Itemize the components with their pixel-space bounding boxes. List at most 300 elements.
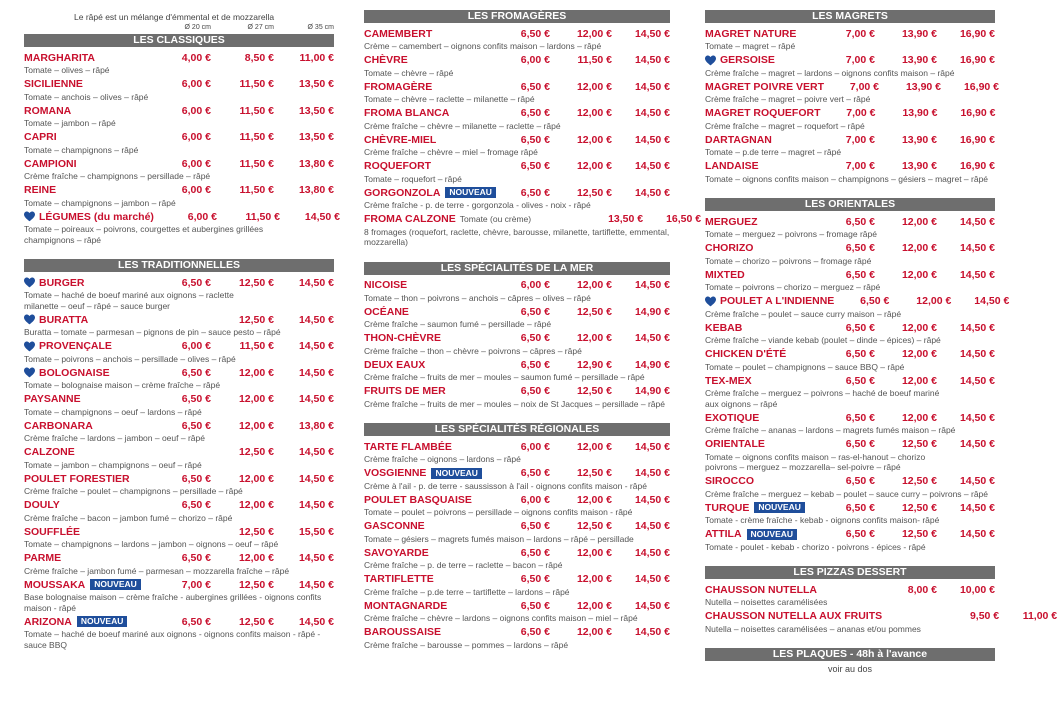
menu-item-row xyxy=(364,625,670,640)
menu-item-name xyxy=(24,52,148,64)
price-large: 14,50 € xyxy=(298,472,334,485)
price-large: 10,00 € xyxy=(959,583,995,596)
price-large: 14,90 € xyxy=(634,305,670,318)
menu-item-row xyxy=(705,241,995,256)
menu-item-ingredients: Tomate – anchois – olives – râpé xyxy=(24,91,149,102)
price-medium: 12,00 € xyxy=(901,411,937,424)
price-large: 13,50 € xyxy=(298,131,334,143)
price-large: 14,90 € xyxy=(634,358,670,371)
menu-item-title: MAGRET ROQUEFORT xyxy=(705,107,821,119)
menu-item xyxy=(24,209,340,245)
menu-item-title: FROMA CALZONE xyxy=(364,213,456,225)
price-large: 14,50 € xyxy=(298,276,334,289)
menu-item-ingredients: Crème fraîche – p.de terre – tartiflette – lardons – râpé xyxy=(364,586,570,597)
menu-item-name xyxy=(364,134,500,146)
menu-item-ingredients: Buratta – tomate – parmesan – pignons de pin – sauce pesto – râpé xyxy=(24,327,281,337)
price-small: 6,50 € xyxy=(520,305,550,318)
price-large: 16,50 € xyxy=(666,213,702,225)
price-large: 13,50 € xyxy=(298,104,334,117)
menu-item-title: ORIENTALE xyxy=(705,438,765,450)
price-medium: 12,00 € xyxy=(238,499,274,511)
menu-item-ingredients: Crème fraîche – ananas – lardons – magrets fumés maison – râpé xyxy=(705,425,956,435)
menu-section xyxy=(705,648,995,674)
menu-item-name xyxy=(24,367,148,379)
menu-item-ingredients: Crème fraîche – merguez – poivrons – haché de boeuf mariné xyxy=(705,388,940,398)
menu-item-row xyxy=(705,410,995,425)
price-small: 6,50 € xyxy=(181,615,211,628)
heart-icon xyxy=(24,341,35,352)
menu-item xyxy=(705,267,995,293)
menu-item xyxy=(705,214,995,240)
menu-item-row xyxy=(364,572,670,587)
menu-item-row xyxy=(705,53,995,68)
menu-item-title: BURGER xyxy=(39,276,85,289)
price-small: 6,50 € xyxy=(845,438,875,450)
menu-item-ingredients: Tomate – champignons – râpé xyxy=(24,144,139,155)
price-medium: 12,50 € xyxy=(238,276,274,289)
heart-icon xyxy=(24,211,35,222)
menu-item-name xyxy=(705,322,820,334)
menu-item-ingredients: Crème fraîche – thon – chèvre – poivrons – câpres – râpé xyxy=(364,345,582,356)
price-small: 6,50 € xyxy=(520,626,550,638)
menu-item-ingredients: Tomate – oignons confits maison – ras-el-hanout – chorizo xyxy=(705,451,926,462)
menu-item xyxy=(364,304,670,330)
menu-item xyxy=(705,347,995,373)
menu-item-row xyxy=(364,106,670,121)
menu-item-name xyxy=(364,600,500,612)
menu-item-name xyxy=(24,579,148,591)
menu-item-title: PARME xyxy=(24,552,62,564)
menu-item-title: THON-CHÈVRE xyxy=(364,332,442,344)
menu-item-ingredients: Tomate – thon – poivrons – anchois – câpres – olives – râpé xyxy=(364,292,591,303)
price-medium: 11,50 € xyxy=(239,157,274,170)
menu-item-row xyxy=(705,214,995,229)
price-small: 6,00 € xyxy=(520,279,550,291)
new-badge: NOUVEAU xyxy=(747,529,798,540)
new-badge: NOUVEAU xyxy=(754,502,805,513)
menu-item-row xyxy=(24,471,334,486)
menu-item-name xyxy=(24,158,148,170)
size-headers xyxy=(24,24,334,34)
menu-item-ingredients: 8 fromages (roquefort, raclette, chèvre, barousse, milanette, tartiflette, emmental, xyxy=(364,226,670,237)
menu-item-ingredients: Tomate – p.de terre – magret – râpé xyxy=(705,147,842,157)
price-medium: 12,50 € xyxy=(576,305,612,318)
section-title: LES CLASSIQUES xyxy=(24,34,334,47)
menu-item xyxy=(364,492,670,518)
price-medium: 12,50 € xyxy=(576,467,612,479)
menu-item-name xyxy=(24,393,148,405)
price-large: 15,50 € xyxy=(298,525,334,538)
price-medium: 12,00 € xyxy=(238,419,274,432)
price-medium: 12,00 € xyxy=(576,27,612,40)
menu-item-ingredients: Crème fraîche – saumon fumé – persillade – râpé xyxy=(364,319,552,329)
heart-icon xyxy=(24,277,35,288)
menu-item-title: DOULY xyxy=(24,499,60,511)
menu-item xyxy=(364,278,670,304)
price-small: 6,00 € xyxy=(187,210,217,223)
menu-item-ingredients: Tomate – poulet – poivrons – persillade – oignons confits maison - râpé xyxy=(364,507,633,517)
menu-item-ingredients: Tomate – chèvre – raclette – milanette – râpé xyxy=(364,94,535,104)
menu-item-ingredients: poivrons – merguez – mozzarella– sel-poivre – râpé xyxy=(705,462,901,472)
menu-item xyxy=(364,598,670,624)
menu-item-ingredients: Tomate – poivrons – anchois – persillade – olives – râpé xyxy=(24,353,236,364)
price-large: 14,50 € xyxy=(959,475,995,487)
menu-item xyxy=(24,50,334,76)
menu-item-row xyxy=(364,79,670,94)
menu-item xyxy=(364,212,702,248)
price-medium: 12,00 € xyxy=(576,107,612,119)
menu-item-name xyxy=(705,348,820,360)
menu-item-ingredients: Tomate – merguez – poivrons – fromage râpé xyxy=(705,229,877,239)
price-small: 6,50 € xyxy=(520,332,550,344)
price-medium: 12,00 € xyxy=(576,493,612,506)
menu-item-row xyxy=(364,212,702,227)
price-small: 6,50 € xyxy=(520,467,550,479)
menu-item-ingredients: Crème fraîche – chèvre – milanette – raclette – râpé xyxy=(364,120,561,131)
menu-item-name xyxy=(364,187,500,199)
menu-item-row xyxy=(24,498,334,513)
menu-item-name xyxy=(24,314,148,326)
menu-item-name xyxy=(24,616,148,628)
heart-icon xyxy=(705,55,716,66)
size-27cm: Ø 27 cm xyxy=(247,24,274,31)
menu-item-ingredients: Nutella – noisettes caramélisées – ananas et/ou pommes xyxy=(705,623,921,634)
price-large: 14,50 € xyxy=(634,186,670,199)
price-large: 14,50 € xyxy=(959,501,995,514)
price-medium: 12,00 € xyxy=(238,366,274,379)
menu-item-ingredients: Crème fraîche - p. de terre - gorgonzola - olives - noix - râpé xyxy=(364,200,591,210)
price-large: 14,50 € xyxy=(959,321,995,334)
menu-item-ingredients: Tomate – champignons – oeuf – lardons – râpé xyxy=(24,406,202,417)
menu-item-row xyxy=(24,365,334,380)
menu-section xyxy=(364,10,702,248)
menu-item xyxy=(364,545,670,571)
menu-item-row xyxy=(364,26,670,41)
price-small: 7,00 € xyxy=(845,54,875,66)
menu-item-row xyxy=(24,339,334,354)
menu-item xyxy=(364,53,670,79)
price-medium: 12,00 € xyxy=(576,279,612,291)
menu-item-name xyxy=(24,131,148,143)
price-small: 6,50 € xyxy=(860,295,890,307)
price-medium: 12,00 € xyxy=(576,546,612,559)
menu-item-ingredients: Crème fraîche – chèvre – miel – fromage râpé xyxy=(364,147,538,157)
price-small: 7,00 € xyxy=(845,133,875,146)
menu-section xyxy=(705,198,1010,552)
menu-item xyxy=(705,53,995,79)
menu-item xyxy=(24,392,334,418)
see-back-note: voir au dos xyxy=(827,664,873,674)
price-small: 6,00 € xyxy=(520,493,550,506)
menu-item-name xyxy=(705,475,820,487)
menu-item-name xyxy=(705,295,834,307)
menu-item-title: ROQUEFORT xyxy=(364,160,432,172)
menu-item-ingredients: Tomate – magret – râpé xyxy=(705,41,796,51)
menu-item-title: PROVENÇALE xyxy=(39,340,112,352)
menu-item-name xyxy=(364,385,500,397)
new-badge: NOUVEAU xyxy=(90,579,141,590)
menu-item-name xyxy=(24,105,148,117)
menu-item-title: CALZONE xyxy=(24,446,75,458)
menu-item-row xyxy=(24,614,334,629)
price-large: 14,50 € xyxy=(298,578,334,591)
section-title: LES MAGRETS xyxy=(705,10,995,23)
price-medium: 12,50 € xyxy=(238,615,274,628)
menu-item xyxy=(24,418,334,444)
menu-item-name xyxy=(364,81,500,93)
price-large: 14,50 € xyxy=(959,411,995,424)
menu-item-row xyxy=(364,439,670,454)
menu-item-name xyxy=(364,54,500,66)
price-small: 6,00 € xyxy=(181,184,211,196)
price-medium: 11,50 € xyxy=(577,54,612,66)
price-small: 7,00 € xyxy=(181,578,211,591)
menu-item-ingredients: Tomate – jambon – champignons – oeuf – râpé xyxy=(24,459,202,470)
menu-item-row xyxy=(364,466,670,481)
section-title: LES SPÉCIALITÉS RÉGIONALES xyxy=(364,423,670,436)
menu-item-ingredients: Crème fraîche – chèvre – lardons – oignons confits maison – miel – râpé xyxy=(364,613,638,623)
menu-item-title: CAMEMBERT xyxy=(364,27,433,40)
menu-item-name xyxy=(705,81,824,93)
price-medium: 12,50 € xyxy=(576,186,612,199)
menu-item-title: CHÈVRE xyxy=(364,54,408,66)
menu-item-name xyxy=(705,412,820,424)
section-title: LES FROMAGÈRES xyxy=(364,10,670,23)
price-small: 6,50 € xyxy=(181,552,211,564)
menu-item-ingredients: Crème fraîche – bacon – jambon fumé – chorizo – râpé xyxy=(24,512,233,523)
price-medium: 12,50 € xyxy=(901,501,937,514)
menu-item-title: LÉGUMES (du marché) xyxy=(39,210,154,223)
menu-item-title: ARIZONA xyxy=(24,615,72,628)
menu-item-ingredients: Crème fraîche – magret – lardons – oignons confits maison – râpé xyxy=(705,67,955,78)
price-medium: 12,00 € xyxy=(901,268,937,281)
menu-item xyxy=(364,132,670,158)
column-1-sections xyxy=(24,34,340,650)
menu-item-title: BOLOGNAISE xyxy=(39,366,110,379)
menu-item-row xyxy=(24,551,334,566)
price-medium: 12,50 € xyxy=(576,385,612,397)
menu-item-row xyxy=(364,304,670,319)
menu-item-title: CARBONARA xyxy=(24,419,93,432)
price-large: 14,50 € xyxy=(634,493,670,506)
menu-item-name xyxy=(24,552,148,564)
price-medium: 11,50 € xyxy=(239,184,274,196)
menu-item-base: Tomate (ou crème) xyxy=(459,214,532,224)
menu-item-row xyxy=(705,267,995,282)
menu-item-title: POULET BASQUAISE xyxy=(364,493,472,506)
menu-item-ingredients: Crème fraîche – p. de terre – raclette – bacon – râpé xyxy=(364,560,563,570)
menu-item-name xyxy=(705,375,820,387)
price-medium: 12,00 € xyxy=(576,133,612,146)
menu-item-row xyxy=(24,392,334,407)
price-large: 14,50 € xyxy=(634,440,670,453)
menu-item-name xyxy=(705,54,820,66)
menu-item-row xyxy=(24,156,334,171)
price-small: 6,50 € xyxy=(520,80,550,93)
menu-item-name xyxy=(364,213,531,225)
menu-item-title: POULET A L'INDIENNE xyxy=(720,295,835,307)
menu-item xyxy=(24,577,334,613)
menu-item xyxy=(705,106,995,132)
menu-item-title: DEUX EAUX xyxy=(364,358,426,371)
menu-item-name xyxy=(705,107,821,119)
price-medium: 12,00 € xyxy=(576,599,612,612)
menu-item-name xyxy=(705,134,820,146)
menu-item-name xyxy=(24,211,154,223)
menu-item-row xyxy=(24,183,334,198)
menu-item-name xyxy=(364,279,500,291)
price-small: 7,00 € xyxy=(846,107,876,119)
menu-item-title: CHORIZO xyxy=(705,242,754,254)
price-large: 14,50 € xyxy=(634,546,670,559)
menu-item xyxy=(24,130,334,156)
menu-item-name xyxy=(705,438,820,450)
price-large: 14,90 € xyxy=(634,385,670,397)
menu-item xyxy=(24,614,334,650)
price-small: 6,50 € xyxy=(181,419,211,432)
menu-item xyxy=(364,331,670,357)
menu-item-row xyxy=(705,609,1057,624)
price-medium: 12,00 € xyxy=(576,440,612,453)
menu-item-ingredients: Tomate – gésiers – magrets fumés maison – lardons – râpé – persillade xyxy=(364,533,634,544)
menu-item-name xyxy=(364,547,500,559)
menu-item-ingredients: Crème fraîche – viande kebab (poulet – dinde – épices) – râpé xyxy=(705,335,941,345)
menu-item-title: MONTAGNARDE xyxy=(364,599,448,612)
price-medium: 11,50 € xyxy=(239,78,274,90)
menu-item-name xyxy=(24,420,148,432)
menu-item-ingredients: Tomate – chorizo – poivrons – fromage râpé xyxy=(705,255,872,266)
menu-item-ingredients: Crème fraîche – merguez – kebab – poulet – sauce curry – poivrons – râpé xyxy=(705,488,989,499)
price-large: 14,50 € xyxy=(959,242,995,254)
menu-item-ingredients: Nutella – noisettes caramélisées xyxy=(705,597,828,607)
menu-item-name xyxy=(364,306,500,318)
menu-item xyxy=(705,241,995,267)
price-large: 13,80 € xyxy=(298,184,334,196)
menu-item-ingredients: Tomate – bolognaise maison – crème fraîche – râpé xyxy=(24,380,221,390)
price-small: 7,00 € xyxy=(845,160,875,172)
menu-item-title: MAGRET NATURE xyxy=(705,27,797,40)
menu-item-row xyxy=(24,418,334,433)
price-medium: 12,00 € xyxy=(901,215,937,228)
price-medium: 12,00 € xyxy=(576,332,612,344)
menu-item-row xyxy=(24,275,334,290)
menu-item-name xyxy=(364,107,500,119)
price-large: 11,00 € xyxy=(1022,610,1057,622)
price-large: 13,50 € xyxy=(298,78,334,90)
menu-item-row xyxy=(24,50,334,65)
price-medium: 13,90 € xyxy=(901,133,937,146)
menu-item-row xyxy=(364,185,670,200)
price-medium: 12,00 € xyxy=(576,80,612,93)
menu-item xyxy=(364,26,670,52)
menu-item-ingredients: aux oignons – râpé xyxy=(705,398,778,409)
price-medium: 12,00 € xyxy=(901,348,937,360)
menu-item-ingredients: Tomate – chèvre – râpé xyxy=(364,67,454,78)
menu-item-ingredients: Crème fraîche – lardons – jambon – oeuf – râpé xyxy=(24,433,205,443)
price-large: 14,50 € xyxy=(959,268,995,281)
menu-item xyxy=(705,410,995,436)
price-small: 6,50 € xyxy=(520,599,550,612)
menu-item xyxy=(364,185,670,211)
menu-item-name xyxy=(364,441,500,453)
menu-item xyxy=(24,103,334,129)
menu-column-2 xyxy=(364,10,702,651)
menu-item xyxy=(24,275,334,311)
price-large: 16,90 € xyxy=(959,133,995,146)
price-small: 6,00 € xyxy=(181,78,211,90)
price-large: 14,50 € xyxy=(634,107,670,119)
menu-item-title: GERSOISE xyxy=(720,54,775,66)
menu-item-name xyxy=(24,184,148,196)
menu-item-name xyxy=(705,28,820,40)
menu-item xyxy=(364,384,670,410)
menu-item-name xyxy=(24,340,148,352)
menu-item-name xyxy=(24,446,148,458)
price-small: 6,50 € xyxy=(181,499,211,511)
menu-item-title: MARGHARITA xyxy=(24,51,95,64)
price-large: 14,50 € xyxy=(298,499,334,511)
menu-item-row xyxy=(364,53,670,68)
price-small: 7,00 € xyxy=(849,80,880,93)
price-medium: 12,90 € xyxy=(576,358,612,371)
menu-item-ingredients: Tomate – jambon – râpé xyxy=(24,118,116,128)
menu-item-title: MOUSSAKA xyxy=(24,578,86,591)
menu-item xyxy=(24,365,334,391)
menu-item xyxy=(364,357,670,383)
menu-item-ingredients: Crème à l'ail - p. de terre - saussisson à l'ail - oignons confits maison - râpé xyxy=(364,480,647,491)
price-small: 6,50 € xyxy=(845,374,875,387)
menu-item-ingredients: Tomate – champignons – jambon – râpé xyxy=(24,197,176,208)
price-medium: 12,00 € xyxy=(901,242,937,254)
price-large: 11,00 € xyxy=(299,51,334,64)
menu-item xyxy=(705,609,1057,635)
menu-section xyxy=(705,10,1000,184)
new-badge: NOUVEAU xyxy=(77,616,128,627)
menu-item-row xyxy=(705,474,995,489)
menu-item-name xyxy=(24,526,148,538)
price-small: 6,00 € xyxy=(181,340,211,352)
menu-item xyxy=(705,527,995,553)
price-large: 14,50 € xyxy=(634,573,670,585)
menu-item-ingredients: Tomate – poulet – champignons – sauce BBQ – râpé xyxy=(705,361,905,372)
menu-item-name xyxy=(364,332,500,344)
price-medium: 12,50 € xyxy=(238,446,274,458)
menu-item xyxy=(24,471,334,497)
menu-item-title: VOSGIENNE xyxy=(364,467,427,479)
menu-item-title: GASCONNE xyxy=(364,520,425,532)
menu-item-row xyxy=(24,209,340,224)
menu-item-title: TARTIFLETTE xyxy=(364,573,434,585)
menu-item-title: TEX-MEX xyxy=(705,374,752,387)
menu-item-row xyxy=(705,373,995,388)
menu-item xyxy=(705,79,1000,105)
heart-icon xyxy=(24,367,35,378)
menu-item-ingredients: Tomate – oignons confits maison – champignons – gésiers – magret – râpé xyxy=(705,173,989,184)
price-medium: 12,00 € xyxy=(576,573,612,585)
menu-item-name xyxy=(24,78,148,90)
price-large: 13,80 € xyxy=(298,157,334,170)
menu-item-title: CHAUSSON NUTELLA xyxy=(705,583,817,596)
menu-item xyxy=(705,373,995,409)
menu-item-title: PAYSANNE xyxy=(24,393,81,405)
price-small: 6,50 € xyxy=(845,528,875,540)
price-large: 14,50 € xyxy=(959,374,995,387)
menu-item xyxy=(24,445,334,471)
menu-item-title: LANDAISE xyxy=(705,160,759,172)
price-small: 6,50 € xyxy=(845,501,875,514)
menu-item xyxy=(364,106,670,132)
menu-item-title: ROMANA xyxy=(24,104,72,117)
